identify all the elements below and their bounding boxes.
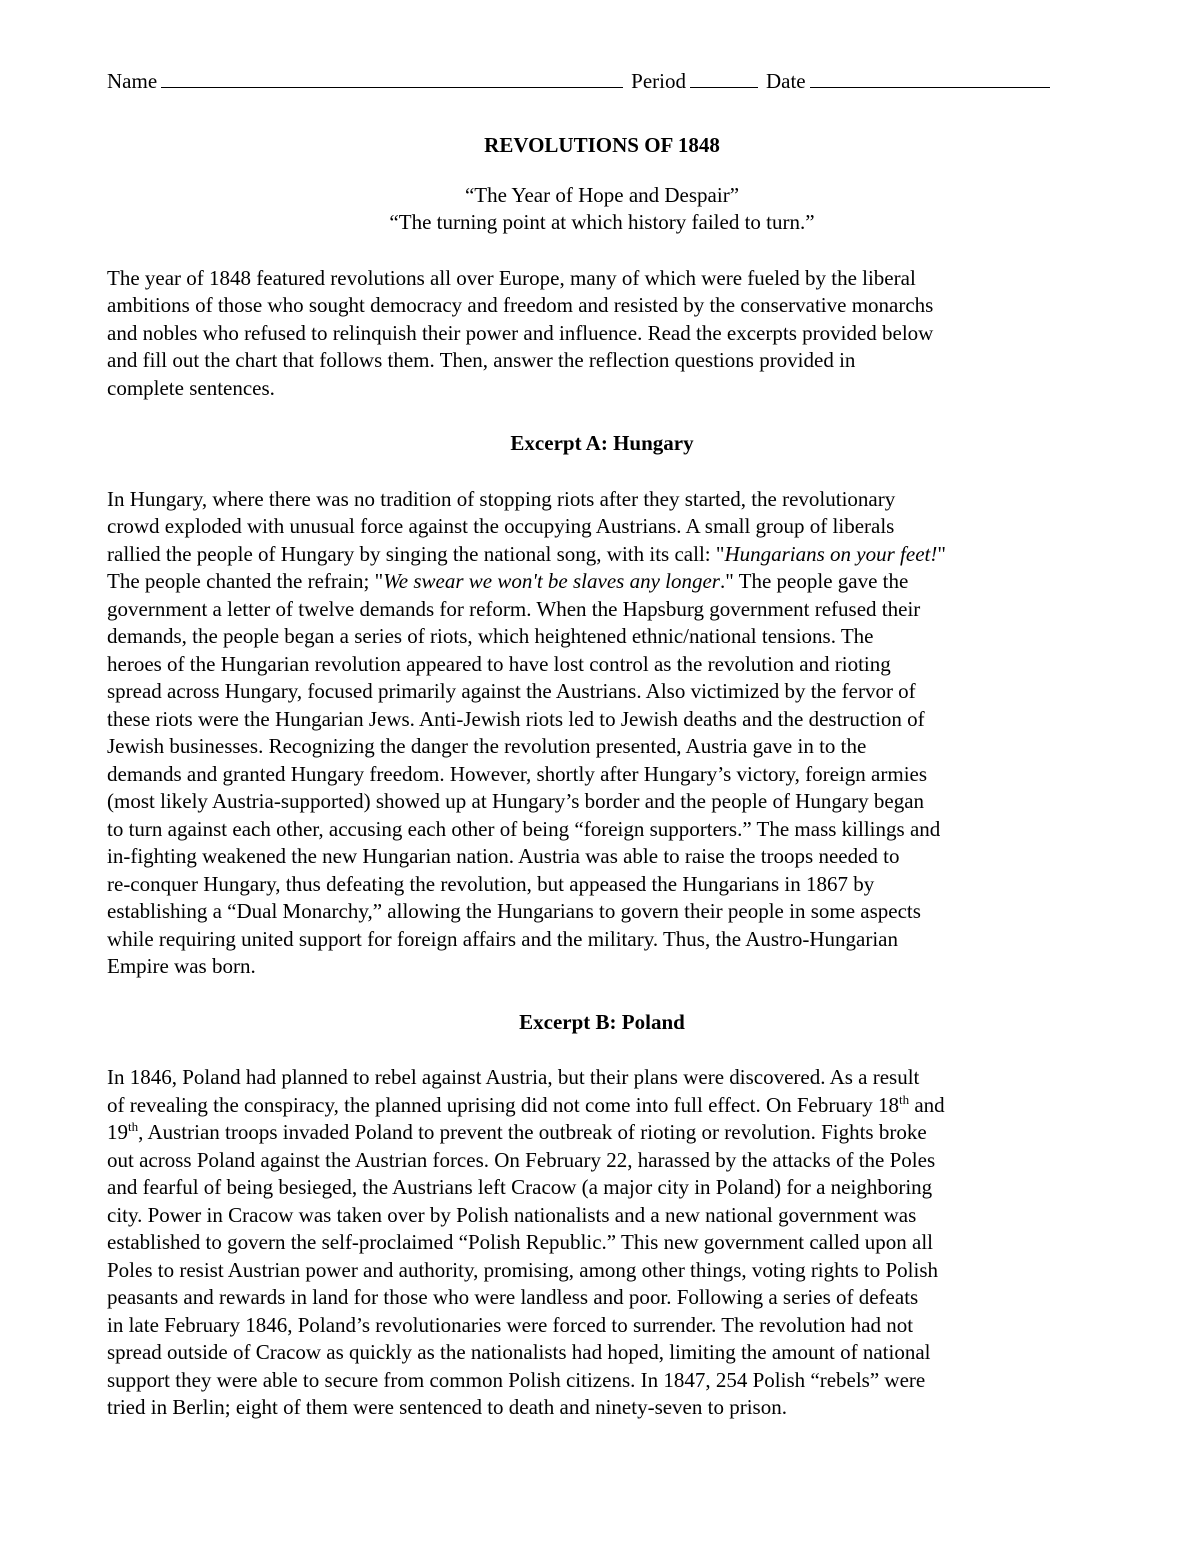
excerpt-a-line: Empire was born. [107, 954, 256, 978]
excerpt-a-line [107, 541, 1097, 569]
intro-line: and fill out the chart that follows them. Then, answer the reflection questions provided in [107, 348, 856, 372]
excerpt-b-line: established to govern the self-proclaimed “Polish Republic.” This new government called upon all [107, 1230, 933, 1254]
excerpt-a-line [107, 568, 1097, 596]
excerpt-a-line: demands, the people began a series of riots, which heightened ethnic/national tensions. The [107, 624, 874, 648]
excerpt-b-line: support they were able to secure from common Polish citizens. In 1847, 254 Polish “rebels” were [107, 1367, 926, 1392]
name-label: Name [107, 69, 158, 93]
excerpt-b-line [107, 1119, 1097, 1147]
line-text: , Austrian troops invaded Poland to prevent the outbreak of rioting or revolution. Fights broke [138, 1120, 927, 1144]
excerpt-b-line: city. Power in Cracow was taken over by Polish nationalists and a new national government was [107, 1202, 917, 1227]
excerpt-b-heading: Excerpt B: Poland [519, 1009, 685, 1034]
excerpt-b-line [107, 1092, 1097, 1120]
excerpt-b-line: Poles to resist Austrian power and authority, promising, among other things, voting rights to Polish [107, 1257, 939, 1282]
line-text: of revealing the conspiracy, the planned uprising did not come into full effect. On February 18 [107, 1092, 899, 1117]
intro-line: and nobles who refused to relinquish their power and influence. Read the excerpts provided below [107, 320, 934, 345]
excerpt-a-line: heroes of the Hungarian revolution appeared to have lost control as the revolution and rioting [107, 651, 891, 676]
excerpt-a-line: re-conquer Hungary, thus defeating the revolution, but appeased the Hungarians in 1867 by [107, 871, 875, 896]
period-label: Period [631, 69, 686, 93]
ordinal-suffix: th [898, 1091, 910, 1107]
excerpt-a-line: these riots were the Hungarian Jews. Anti-Jewish riots led to Jewish deaths and the destruction of [107, 706, 925, 731]
excerpt-a-line: spread across Hungary, focused primarily against the Austrians. Also victimized by the fervor of [107, 679, 916, 703]
name-blank[interactable] [161, 69, 623, 88]
page-title: REVOLUTIONS OF 1848 [484, 133, 720, 157]
excerpt-b-line: tried in Berlin; eight of them were sentenced to death and ninety-seven to prison. [107, 1395, 787, 1419]
subtitle-quote-1: “The Year of Hope and Despair” [464, 182, 740, 207]
period-blank[interactable] [690, 69, 758, 88]
date-label: Date [765, 69, 806, 93]
excerpt-b-line: in late February 1846, Poland’s revolutionaries were forced to surrender. The revolution had not [107, 1312, 914, 1337]
excerpt-a-line: In Hungary, where there was no tradition of stopping riots after they started, the revolutionary [107, 486, 896, 511]
excerpt-a-heading: Excerpt A: Hungary [510, 431, 694, 455]
intro-line: ambitions of those who sought democracy and freedom and resisted by the conservative monarchs [107, 293, 934, 317]
refrain-quote: We swear we won't be slaves any longer [383, 569, 720, 593]
excerpt-a-line: while requiring united support for foreign affairs and the military. Thus, the Austro-Hungarian [107, 926, 899, 951]
ordinal-suffix: th [128, 1119, 139, 1134]
excerpt-b-line: and fearful of being besieged, the Austrians left Cracow (a major city in Poland) for a neighboring [107, 1175, 933, 1199]
line-text: and [909, 1092, 945, 1117]
excerpt-a-line: crowd exploded with unusual force against the occupying Austrians. A small group of liberals [107, 514, 895, 538]
excerpt-a-line: (most likely Austria-supported) showed up at Hungary’s border and the people of Hungary began [107, 789, 925, 813]
excerpt-a-line: establishing a “Dual Monarchy,” allowing the Hungarians to govern their people in some aspects [107, 899, 921, 923]
excerpt-b-line: spread outside of Cracow as quickly as the nationalists had hoped, limiting the amount of national [107, 1340, 931, 1364]
worksheet-content [107, 68, 1097, 1422]
excerpt-a-line: to turn against each other, accusing each other of being “foreign supporters.” The mass killings and [107, 816, 941, 841]
excerpt-a-line: demands and granted Hungary freedom. However, shortly after Hungary’s victory, foreign armies [107, 761, 928, 786]
subtitle-quotes [107, 182, 1097, 237]
excerpt-b-line: In 1846, Poland had planned to rebel against Austria, but their plans were discovered. As a result [107, 1065, 920, 1089]
date-blank[interactable] [810, 69, 1050, 88]
line-text: " [937, 541, 946, 566]
excerpt-b-paragraph [107, 1064, 1097, 1422]
excerpt-b-line: out across Poland against the Austrian forces. On February 22, harassed by the attacks of the Poles [107, 1147, 936, 1172]
excerpt-a-line: in-fighting weakened the new Hungarian nation. Austria was able to raise the troops needed to [107, 844, 900, 868]
subtitle-quote-2: “The turning point at which history failed to turn.” [389, 210, 815, 234]
intro-paragraph [107, 265, 1097, 403]
student-info-line [107, 68, 1097, 102]
hungarian-call-quote: Hungarians on your feet! [724, 541, 938, 566]
excerpt-b-line: peasants and rewards in land for those who were landless and poor. Following a series of defeats [107, 1285, 919, 1309]
excerpt-a-paragraph [107, 486, 1097, 981]
excerpt-a-line: Jewish businesses. Recognizing the danger the revolution presented, Austria gave in to the [107, 734, 867, 758]
intro-line: The year of 1848 featured revolutions all over Europe, many of which were fueled by the liberal [107, 265, 916, 290]
intro-line: complete sentences. [107, 375, 275, 400]
line-text: ." The people gave the [719, 569, 909, 593]
excerpt-a-line: government a letter of twelve demands for reform. When the Hapsburg government refused their [107, 596, 921, 621]
line-text: The people chanted the refrain; " [107, 569, 384, 593]
line-text: rallied the people of Hungary by singing the national song, with its call: " [107, 541, 725, 566]
line-text: 19 [107, 1120, 128, 1144]
